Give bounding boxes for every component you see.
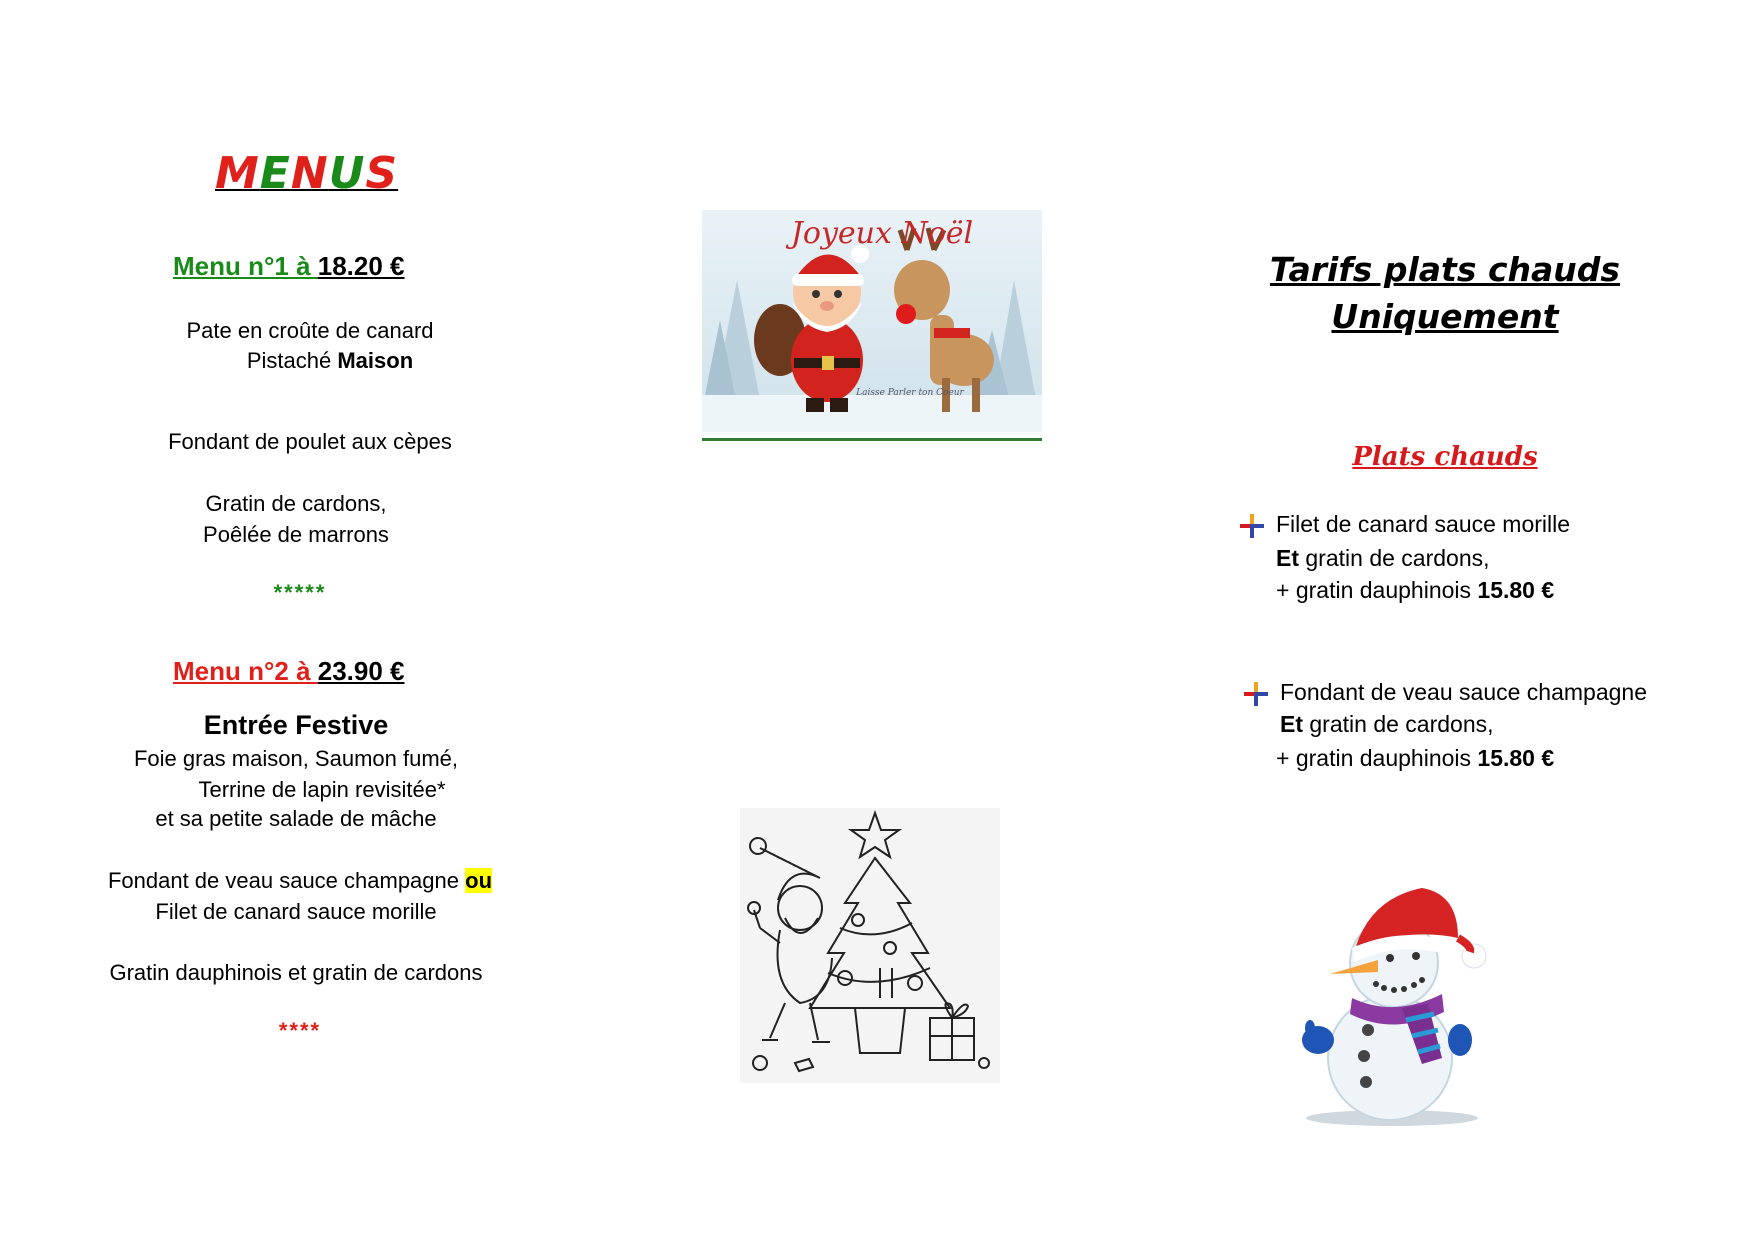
- dish-1-line1: Filet de canard sauce morille: [1276, 511, 1571, 537]
- dish-2-line1: Fondant de veau sauce champagne: [1280, 679, 1647, 705]
- menu2-line: Foie gras maison, Saumon fumé,: [133, 746, 459, 771]
- tarifs-title-line2: Uniquement: [1331, 297, 1559, 336]
- christmas-card-image: [702, 210, 1042, 442]
- menus-title-letter: U: [328, 148, 366, 199]
- menus-title-letter: N: [290, 148, 329, 199]
- snowman-illustration: [1282, 868, 1502, 1128]
- menu2-heading: [173, 656, 405, 687]
- menu1-price: 18.20 €: [317, 251, 405, 281]
- menu1-line-text: Pistaché: [246, 348, 338, 373]
- diamond-bullet-icon: [1240, 514, 1264, 538]
- menu2-entree-title: Entrée Festive: [203, 710, 389, 740]
- menu1-line: Pate en croûte de canard: [186, 318, 434, 343]
- plats-chauds-title: Plats chauds: [1352, 442, 1538, 472]
- menu1-line: Fondant de poulet aux cèpes: [168, 429, 452, 454]
- diamond-bullet-icon: [1244, 682, 1268, 706]
- coloring-santa-tree-image: [740, 808, 1000, 1083]
- menu1-heading: [173, 251, 405, 282]
- menu2-price: 23.90 €: [317, 656, 405, 686]
- tarifs-title-line1: Tarifs plats chauds: [1269, 250, 1621, 289]
- menus-title-letter: E: [259, 148, 291, 199]
- menu1-maison: Maison: [337, 348, 414, 373]
- menu1-line: [130, 348, 530, 374]
- menus-title-letter: S: [365, 148, 399, 199]
- menu2-or-highlight: ou: [465, 868, 493, 893]
- dish-2-line2-text: gratin de cardons,: [1303, 711, 1494, 737]
- dish-2-line3: [1276, 742, 1554, 775]
- menu2-line: Gratin dauphinois et gratin de cardons: [109, 960, 483, 985]
- menu2-line: [60, 868, 540, 894]
- dish-1-line2: [1276, 542, 1490, 575]
- menu2-line: Terrine de lapin revisitée*: [198, 777, 446, 802]
- dish-2-line2: [1280, 708, 1494, 741]
- dish-2-et: Et: [1280, 711, 1303, 737]
- card-greeting: Joyeux Noël: [790, 216, 974, 251]
- menu2-line: et sa petite salade de mâche: [155, 806, 437, 831]
- dish-1-line3: [1276, 574, 1554, 607]
- dish-1-line2-text: gratin de cardons,: [1299, 545, 1490, 571]
- snowman-image: [1282, 868, 1502, 1128]
- menus-title: [215, 148, 399, 199]
- tarifs-title: [1230, 246, 1660, 340]
- menu2-separator-stars: ****: [278, 1018, 322, 1043]
- santa-tree-outline-illustration: [740, 808, 1000, 1083]
- dish-2-line3-text: + gratin dauphinois: [1276, 745, 1478, 771]
- menus-title-letter: M: [215, 148, 260, 199]
- menu2-label: Menu n°2 à: [173, 656, 318, 686]
- menu2-line-text: Fondant de veau sauce champagne: [107, 868, 466, 893]
- dish-2-price: 15.80 €: [1477, 745, 1555, 771]
- dish-1-line3-text: + gratin dauphinois: [1276, 577, 1478, 603]
- menu1-separator-stars: *****: [273, 580, 327, 605]
- card-signature: Laisse Parler ton Coeur: [856, 388, 964, 398]
- dish-1-et: Et: [1276, 545, 1299, 571]
- menu1-label: Menu n°1 à: [173, 251, 318, 281]
- menu1-line: Gratin de cardons,: [205, 491, 387, 516]
- menu2-line: Filet de canard sauce morille: [155, 899, 437, 924]
- dish-1-price: 15.80 €: [1477, 577, 1555, 603]
- menu1-line: Poêlée de marrons: [203, 522, 389, 547]
